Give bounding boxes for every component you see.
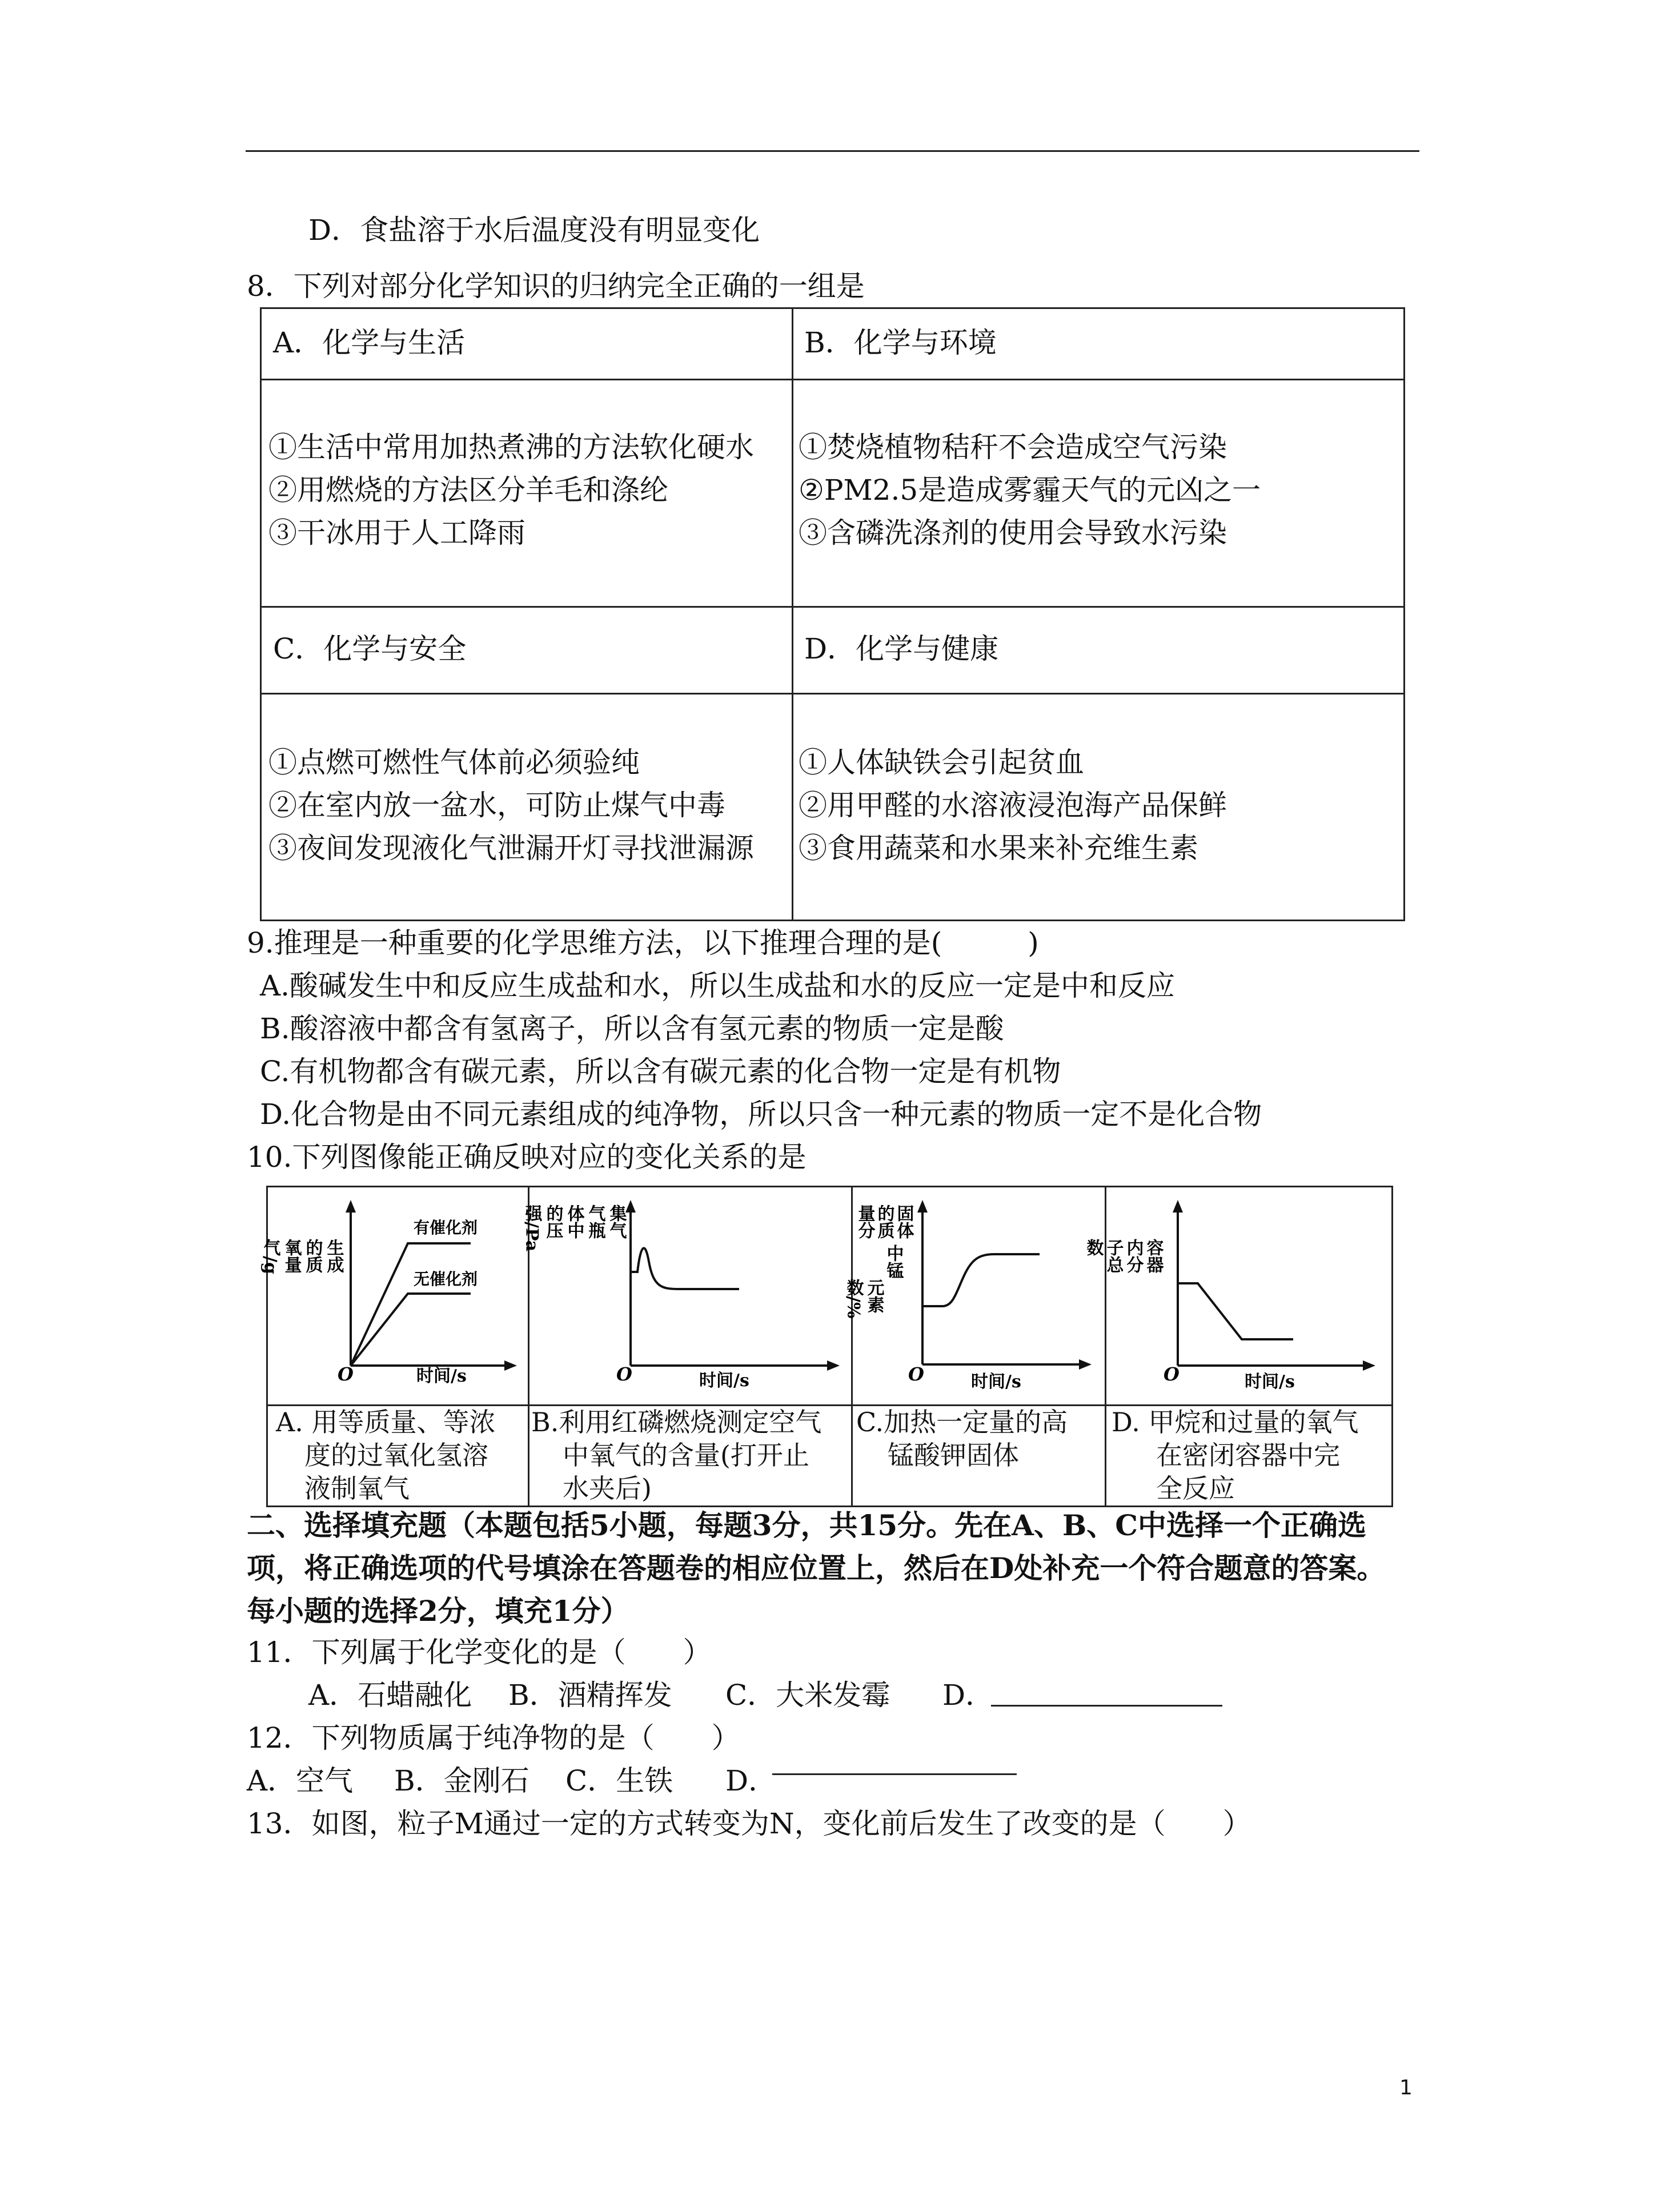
q9-option-c: C.有机物都含有碳元素，所以含有碳元素的化合物一定是有机物 [260,1055,1061,1088]
graph-d-origin: O [1164,1363,1179,1385]
q9-stem: 9.推理是一种重要的化学思维方法，以下推理合理的是( ) [247,926,1039,960]
graph-d-ylabel: 数 [1083,1239,1104,1256]
graph-d-caption [1112,1406,1359,1505]
caption-line: 液制氧气 [304,1473,410,1504]
q7-option-d: D．食盐溶于水后温度没有明显变化 [308,214,760,247]
graph-c-ylabel: 数/% [843,1279,864,1319]
q8-cell-c-title: C．化学与安全 [273,632,467,665]
graph-d-ylabel: 子总 [1103,1239,1124,1273]
caption-line: D. 甲烷和过量的氧气 [1112,1407,1359,1438]
q9-option-a: A.酸碱发生中和反应生成盐和水，所以生成盐和水的反应一定是中和反应 [260,969,1175,1002]
q11-stem: 11．下列属于化学变化的是（ ） [247,1636,712,1669]
q8-cell-b-item: ①焚烧植物秸秆不会造成空气污染 [799,431,1227,464]
caption-line: C.加热一定量的高 [856,1407,1068,1438]
graph-b-ylabel: 强/Pa [521,1205,542,1252]
q8-cell-c-item: ③夜间发现液化气泄漏开灯寻找泄漏源 [268,832,754,865]
q11-option-b: B．酒精挥发 [508,1679,672,1712]
graph-b-ylabel: 气瓶 [585,1205,605,1239]
q9-option-d: D.化合物是由不同元素组成的纯净物，所以只含一种元素的物质一定不是化合物 [260,1098,1262,1131]
caption-line: 在密闭容器中完 [1156,1440,1340,1471]
graph-c-xlabel: 时间/s [971,1372,1021,1392]
graph-b-xlabel: 时间/s [699,1371,749,1391]
graph-b-ylabel: 体中 [564,1205,584,1239]
graph-a-curve-label: 有催化剂 [414,1218,478,1237]
page-number: 1 [1399,2076,1413,2099]
graph-b-caption [531,1406,821,1505]
q11-option-d: D． [942,1679,994,1712]
q8-cell-d-item: ②用甲醛的水溶液浸泡海产品保鲜 [799,789,1227,822]
section2-line: 项，将正确选项的代号填涂在答题卷的相应位置上，然后在D处补充一个符合题意的答案。 [247,1551,1386,1585]
q8-cell-b-item: ②PM2.5是造成雾霾天气的元凶之一 [799,473,1261,507]
graph-d-ylabel: 容器 [1143,1239,1164,1273]
graph-a-ylabel: 气/g [260,1239,280,1274]
q12-stem: 12．下列物质属于纯净物的是（ ） [247,1721,740,1755]
graph-a-ylabel: 生成 [323,1239,344,1273]
q8-cell-a-item: ②用燃烧的方法区分羊毛和涤纶 [268,473,668,507]
q12-option-a: A．空气 [247,1764,354,1797]
graph-a-ylabel: 的质 [302,1239,323,1273]
caption-line: 水夹后) [563,1473,652,1504]
graph-a-ylabel: 氧量 [281,1239,302,1273]
graph-c-caption [856,1406,1068,1472]
graph-c-ylabel: 中锰 [883,1244,904,1279]
q8-cell-b-item: ③含磷洗涤剂的使用会导致水污染 [799,516,1227,549]
graph-b-ylabel: 集气 [606,1205,627,1239]
graph-a-oxygen-catalyst [260,1187,528,1404]
section2-line: 每小题的选择2分，填充1分） [247,1594,629,1628]
q12-option-b: B．金刚石 [394,1764,529,1797]
q8-cell-b-title: B．化学与环境 [804,326,997,359]
graph-c-manganese-fraction [843,1187,1105,1404]
header-rule [246,150,1419,152]
q8-cell-a-item: ①生活中常用加热煮沸的方法软化硬水 [268,431,754,464]
q11-option-c: C．大米发霉 [725,1679,890,1712]
q8-stem: 8．下列对部分化学知识的归纳完全正确的一组是 [247,270,865,303]
section2-line: 二、选择填充题（本题包括5小题，每题3分，共15分。先在A、B、C中选择一个正确选 [247,1508,1367,1542]
graph-d-xlabel: 时间/s [1245,1372,1295,1392]
graph-c-origin: O [908,1363,924,1385]
q8-cell-d-title: D．化学与健康 [804,632,999,665]
caption-line: B.利用红磷燃烧测定空气 [531,1407,822,1438]
q8-cell-d-item: ①人体缺铁会引起贫血 [799,746,1084,779]
caption-line: 锰酸钾固体 [888,1440,1019,1471]
graph-d-methane-molecules [1083,1187,1395,1404]
graph-b-ylabel: 的压 [543,1205,563,1239]
q8-cell-c-item: ②在室内放一盆水，可防止煤气中毒 [268,789,725,822]
graph-b-origin: O [616,1363,632,1385]
q8-row-divider [262,693,1403,694]
q8-column-divider [792,309,793,920]
graph-c-ylabel: 固体 [893,1205,914,1239]
graph-b-phosphorus-pressure [521,1187,851,1404]
q12-answer-blank[interactable] [772,1773,1017,1775]
q8-cell-c-item: ①点燃可燃性气体前必须验纯 [268,746,640,779]
graph-a-origin: O [338,1363,354,1385]
q12-option-d: D． [725,1764,777,1797]
q9-option-b: B.酸溶液中都含有氢离子，所以含有氢元素的物质一定是酸 [260,1012,1004,1045]
graph-a-xlabel: 时间/s [416,1366,467,1386]
q11-answer-blank[interactable] [991,1705,1222,1707]
graph-c-ylabel: 的质 [874,1205,894,1239]
graph-a-caption [276,1406,495,1505]
q12-option-c: C．生铁 [565,1764,673,1797]
q10-stem: 10.下列图像能正确反映对应的变化关系的是 [247,1141,807,1174]
graph-c-ylabel: 量分 [854,1205,875,1239]
caption-line: 中氧气的含量(打开止 [563,1440,809,1471]
q11-option-a: A．石蜡融化 [308,1679,472,1712]
q8-row-divider [262,379,1403,380]
q13-stem: 13．如图，粒子M通过一定的方式转变为N，变化前后发生了改变的是（ ） [247,1807,1251,1840]
graph-d-ylabel: 内分 [1123,1239,1144,1273]
q8-table [260,307,1405,921]
graph-a-curve-label: 无催化剂 [414,1270,478,1288]
caption-line: A. 用等质量、等浓 [276,1407,496,1438]
q8-cell-a-title: A．化学与生活 [273,326,466,359]
graph-c-ylabel: 元素 [864,1279,884,1313]
q10-graph-table [260,1186,1393,1507]
caption-line: 度的过氧化氢溶 [304,1440,488,1471]
q8-cell-a-item: ③干冰用于人工降雨 [268,516,525,549]
q8-row-divider [262,606,1403,608]
caption-line: 全反应 [1156,1473,1235,1504]
q8-cell-d-item: ③食用蔬菜和水果来补充维生素 [799,832,1198,865]
